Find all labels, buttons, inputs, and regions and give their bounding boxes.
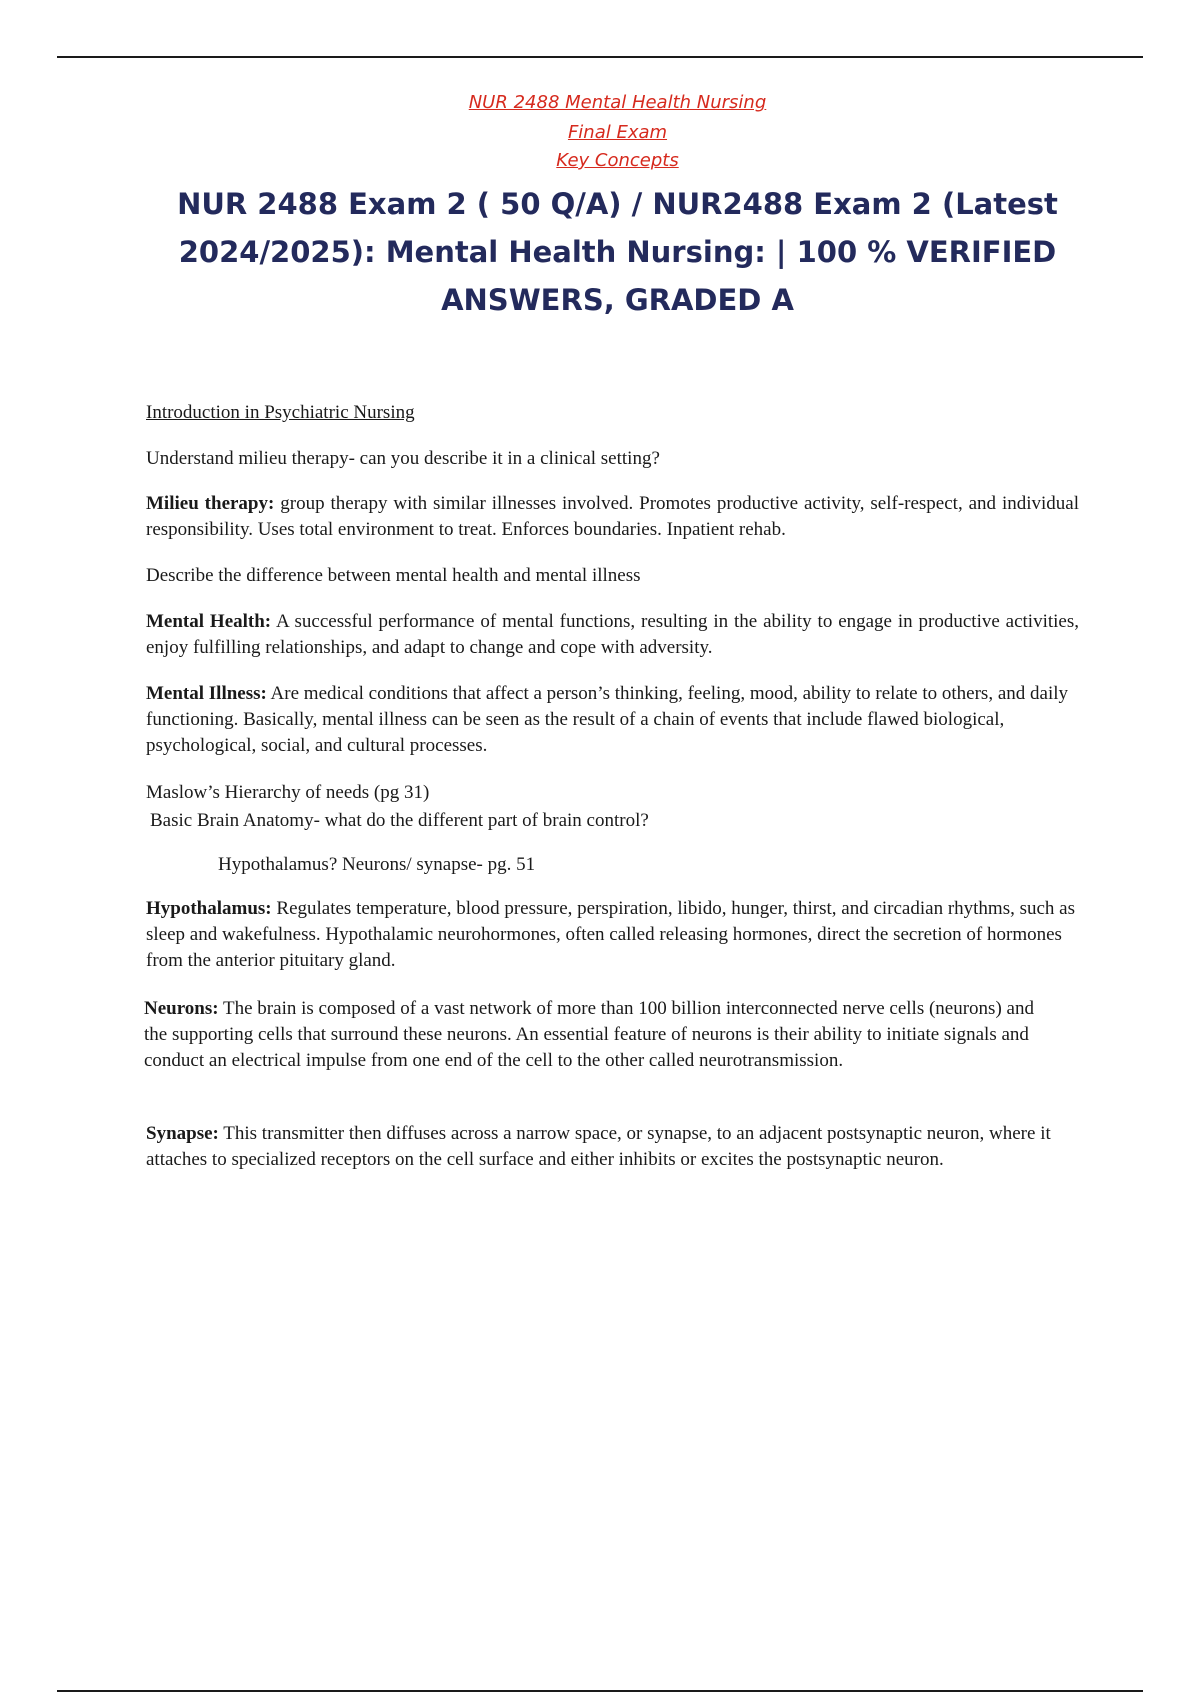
difference-question: Describe the difference between mental health and mental illness [146, 565, 641, 586]
hypothalamus-paragraph [146, 896, 1079, 974]
neurons-paragraph [144, 996, 1054, 1074]
exam-line: Final Exam [567, 122, 668, 143]
document-title: NUR 2488 Exam 2 ( 50 Q/A) / NUR2488 Exam 2 (Latest 2024/2025): Mental Health Nursing: | 100 % VERIFIED ANSWERS, GRADED A [177, 187, 1058, 317]
maslow-line: Maslow’s Hierarchy of needs (pg 31) [146, 782, 430, 803]
mental-health-text: A successful performance of mental functions, resulting in the ability to engage in productive activities, enjoy fulfilling relationships, and adapt to change and cope with adversity. [146, 611, 1079, 658]
concepts-line: Key Concepts [556, 150, 679, 171]
course-line: NUR 2488 Mental Health Nursing [468, 92, 767, 113]
brain-anatomy-line: Basic Brain Anatomy- what do the different part of brain control? [150, 810, 649, 831]
milieu-paragraph [146, 491, 1079, 543]
synapse-term: Synapse: [146, 1123, 219, 1144]
section-heading: Introduction in Psychiatric Nursing [146, 402, 415, 423]
mental-illness-paragraph [146, 681, 1079, 759]
mental-illness-text: Are medical conditions that affect a person’s thinking, feeling, mood, ability to relate to others, and daily functioning. Basically, mental illness can be seen as the result of a chain of events that include flawed biological, psychological, social, and cultural processes. [146, 683, 1068, 756]
neurons-term: Neurons: [144, 998, 219, 1019]
top-rule [57, 56, 1143, 58]
milieu-term: Milieu therapy: [146, 493, 275, 514]
synapse-paragraph [146, 1121, 1056, 1173]
milieu-question: Understand milieu therapy- can you describe it in a clinical setting? [146, 448, 660, 469]
hypothalamus-question: Hypothalamus? Neurons/ synapse- pg. 51 [218, 854, 536, 875]
neurons-text: The brain is composed of a vast network of more than 100 billion interconnected nerve cells (neurons) and the supporting cells that surround these neurons. An essential feature of neurons is their ability to initiate signals and conduct an electrical impulse from one end of the cell to the other called neurotransmission. [144, 998, 1034, 1071]
mental-health-paragraph [146, 609, 1079, 661]
bottom-rule [57, 1690, 1143, 1692]
synapse-text: This transmitter then diffuses across a narrow space, or synapse, to an adjacent postsynaptic neuron, where it attaches to specialized receptors on the cell surface and either inhibits or excites the postsynaptic neuron. [146, 1123, 1051, 1170]
milieu-text: group therapy with similar illnesses involved. Promotes productive activity, self-respect, and individual responsibility. Uses total environment to treat. Enforces boundaries. Inpatient rehab. [146, 493, 1079, 540]
hypothalamus-text: Regulates temperature, blood pressure, perspiration, libido, hunger, thirst, and circadian rhythms, such as sleep and wakefulness. Hypothalamic neurohormones, often called releasing hormones, direct the secretion of hormones from the anterior pituitary gland. [146, 898, 1076, 971]
hypothalamus-term: Hypothalamus: [146, 898, 272, 919]
mental-illness-term: Mental Illness: [146, 683, 267, 704]
mental-health-term: Mental Health: [146, 611, 272, 632]
